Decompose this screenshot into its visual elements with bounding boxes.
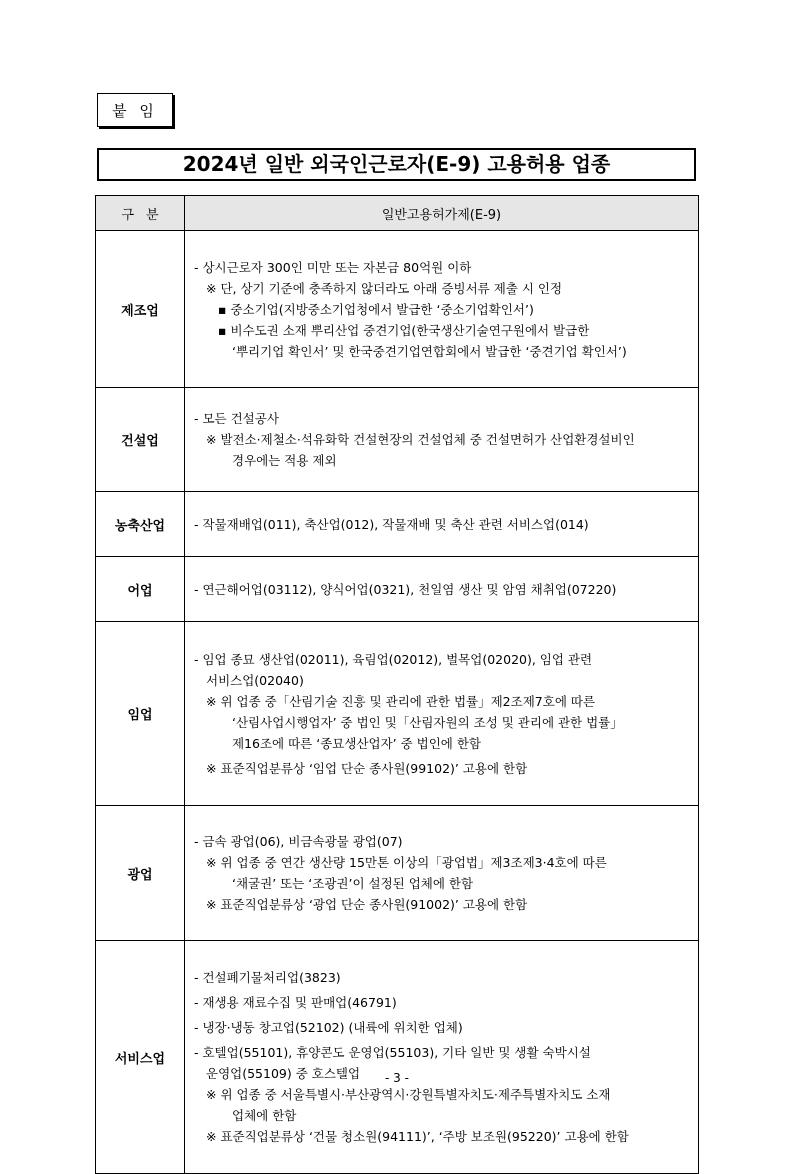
table-header-row bbox=[96, 196, 699, 231]
content-line: ‘뿌리기업 확인서’ 및 한국중견기업연합회에서 발급한 ‘중견기업 확인서’) bbox=[232, 343, 627, 359]
content-line: - 임업 종묘 생산업(02011), 육림업(02012), 벌목업(02020), 임업 관련 bbox=[194, 651, 593, 667]
content-line: ▪ 중소기업(지방중소기업청에서 발급한 ‘중소기업확인서’) bbox=[218, 301, 534, 317]
row-content bbox=[185, 806, 699, 941]
table-row bbox=[96, 231, 699, 388]
industry-table bbox=[95, 195, 699, 1174]
row-category: 제조업 bbox=[96, 231, 185, 388]
table-row bbox=[96, 557, 699, 622]
row-category: 서비스업 bbox=[96, 941, 185, 1174]
content-line: ※ 위 업종 중「산림기술 진흥 및 관리에 관한 법률」제2조제7호에 따른 bbox=[206, 693, 596, 709]
content-line: - 냉장·냉동 창고업(52102) (내륙에 위치한 업체) bbox=[194, 1020, 463, 1035]
row-content bbox=[185, 231, 699, 388]
content-line: 제16조에 따른 ‘종묘생산업자’ 중 법인에 한함 bbox=[232, 735, 481, 751]
row-category: 건설업 bbox=[96, 388, 185, 492]
row-category: 임업 bbox=[96, 622, 185, 806]
row-category: 농축산업 bbox=[96, 492, 185, 557]
header-category: 구분 bbox=[96, 196, 185, 231]
table-row bbox=[96, 492, 699, 557]
content-line: ※ 표준직업분류상 ‘건물 청소원(94111)’, ‘주방 보조원(95220)’ 고용에 한함 bbox=[206, 1129, 629, 1144]
table-row bbox=[96, 941, 699, 1174]
content-line: - 호텔업(55101), 휴양콘도 운영업(55103), 기타 일반 및 생활 숙박시설 bbox=[194, 1045, 591, 1060]
header-content: 일반고용허가제(E-9) bbox=[185, 196, 699, 231]
row-content bbox=[185, 388, 699, 492]
page-title: 2024년 일반 외국인근로자(E-9) 고용허용 업종 bbox=[97, 148, 696, 181]
page-number: - 3 - bbox=[385, 1071, 409, 1085]
content-line: 서비스업(02040) bbox=[206, 672, 304, 688]
content-line: - 건설폐기물처리업(3823) bbox=[194, 970, 341, 985]
content-line: ※ 표준직업분류상 ‘광업 단순 종사원(91002)’ 고용에 한함 bbox=[206, 897, 528, 912]
content-line: ※ 표준직업분류상 ‘임업 단순 종사원(99102)’ 고용에 한함 bbox=[206, 760, 528, 776]
row-content bbox=[185, 622, 699, 806]
content-line: ▪ 비수도권 소재 뿌리산업 중견기업(한국생산기술연구원에서 발급한 bbox=[218, 322, 590, 338]
content-line: - 모든 건설공사 bbox=[194, 411, 279, 426]
row-content bbox=[185, 492, 699, 557]
content-line: - 재생용 재료수집 및 판매업(46791) bbox=[194, 995, 397, 1010]
content-line: - 금속 광업(06), 비금속광물 광업(07) bbox=[194, 834, 403, 849]
content-line: ‘산림사업시행업자’ 중 법인 및「산림자원의 조성 및 관리에 관한 법률」 bbox=[232, 714, 623, 730]
row-category: 광업 bbox=[96, 806, 185, 941]
content-line: ‘채굴권’ 또는 ‘조광권’이 설정된 업체에 한함 bbox=[232, 876, 474, 891]
content-line: 업체에 한함 bbox=[232, 1108, 297, 1123]
content-line: - 연근해어업(03112), 양식어업(0321), 천일염 생산 및 암염 채취업(07220) bbox=[194, 581, 617, 597]
row-content bbox=[185, 557, 699, 622]
attachment-label: 붙 임 bbox=[97, 93, 173, 127]
content-line: ※ 단, 상기 기준에 충족하지 않더라도 아래 증빙서류 제출 시 인정 bbox=[206, 280, 563, 296]
row-content bbox=[185, 941, 699, 1174]
content-line: - 상시근로자 300인 미만 또는 자본금 80억원 이하 bbox=[194, 259, 472, 275]
content-line: - 작물재배업(011), 축산업(012), 작물재배 및 축산 관련 서비스업(014) bbox=[194, 516, 589, 532]
content-line: ※ 발전소·제철소·석유화학 건설현장의 건설업체 중 건설면허가 산업환경설비인 bbox=[206, 432, 635, 447]
table-row bbox=[96, 622, 699, 806]
content-line: 경우에는 적용 제외 bbox=[232, 453, 337, 468]
table-row bbox=[96, 388, 699, 492]
content-line: 운영업(55109) 중 호스텔업 bbox=[206, 1066, 361, 1081]
content-line: ※ 위 업종 중 연간 생산량 15만톤 이상의「광업법」제3조제3·4호에 따른 bbox=[206, 855, 607, 870]
table-row bbox=[96, 806, 699, 941]
content-line: ※ 위 업종 중 서울특별시·부산광역시·강원특별자치도·제주특별자치도 소재 bbox=[206, 1087, 611, 1102]
row-category: 어업 bbox=[96, 557, 185, 622]
